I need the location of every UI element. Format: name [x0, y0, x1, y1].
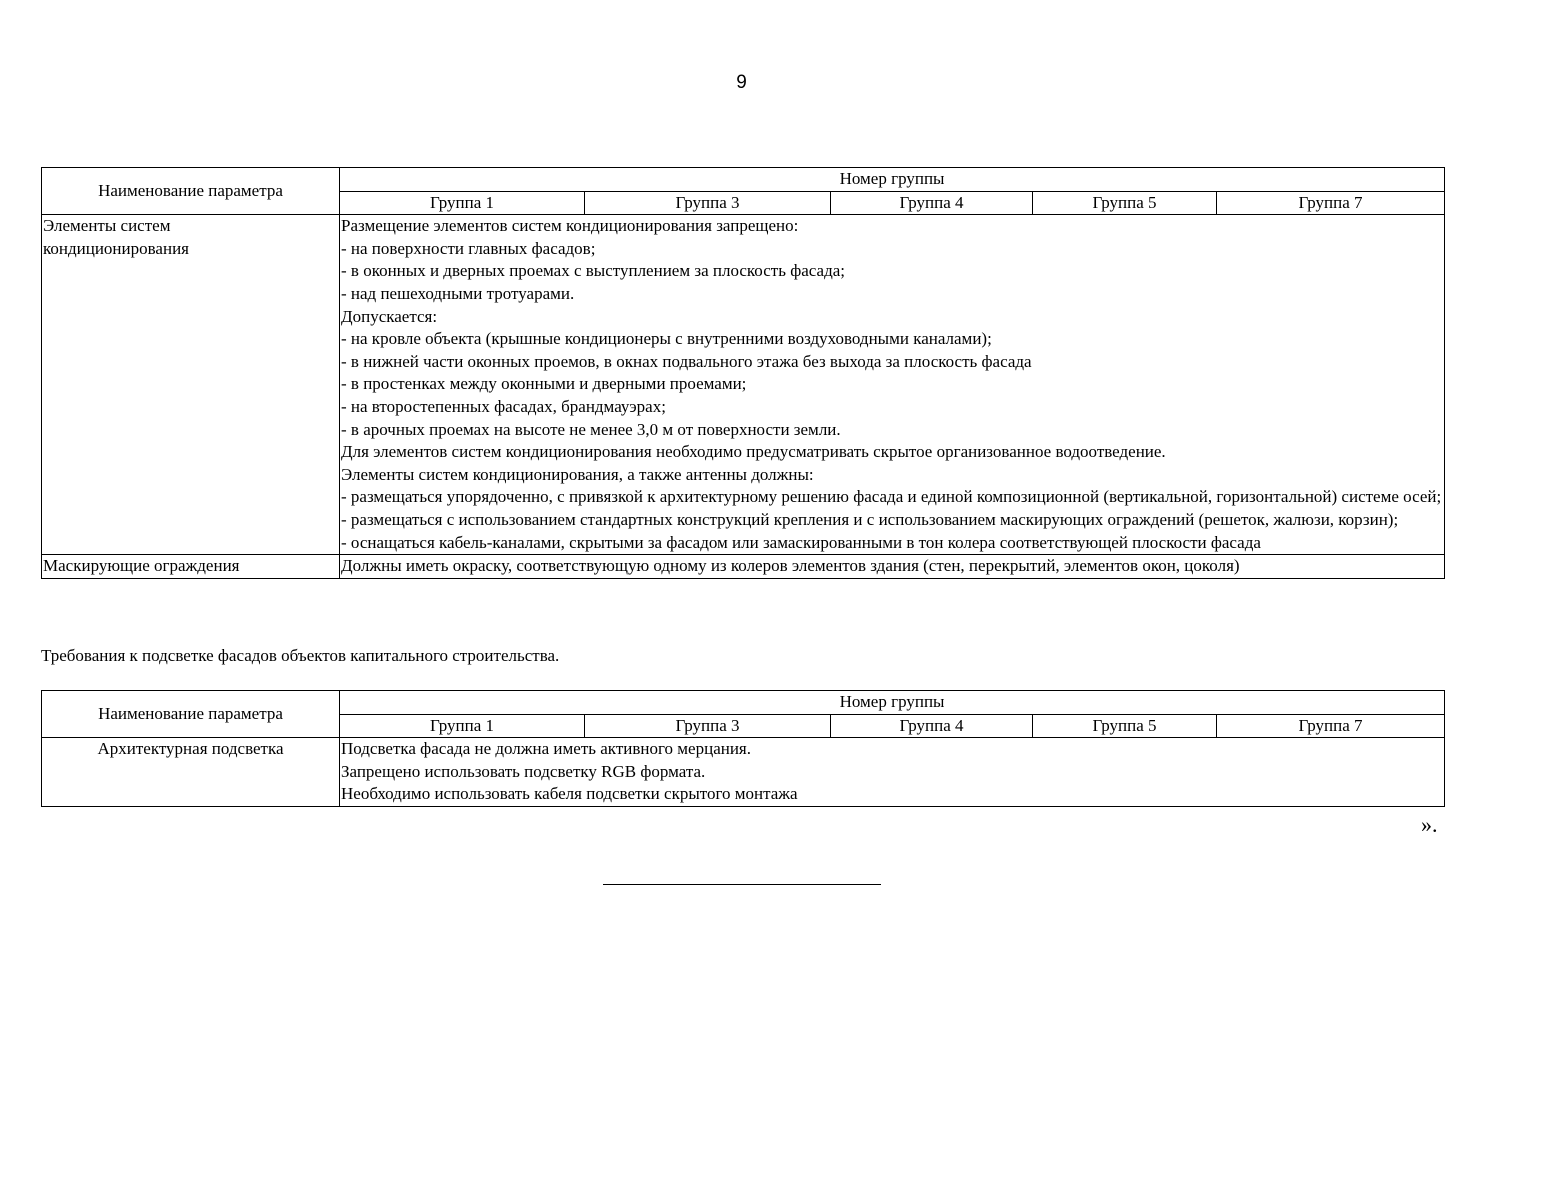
group-1-header: Группа 1	[340, 191, 585, 215]
table-row	[42, 738, 1445, 807]
page-number: 9	[736, 72, 747, 93]
content-line: - в простенках между оконными и дверными проемами;	[341, 374, 747, 394]
row-name-line: Элементы систем	[43, 216, 171, 236]
row-content-cell	[340, 738, 1445, 807]
content-line: Необходимо использовать кабеля подсветки скрытого монтажа	[341, 784, 798, 804]
row-content-cell	[340, 215, 1445, 555]
content-line: - на поверхности главных фасадов;	[341, 238, 596, 258]
facade-lighting-table	[41, 690, 1445, 807]
group-7-header: Группа 7	[1217, 714, 1445, 738]
group-4-header: Группа 4	[831, 714, 1033, 738]
content-line: - размещаться упорядоченно, с привязкой к архитектурному решению фасада и единой композиционной (вертикальной, горизонтальной) системе осей;	[341, 487, 1442, 507]
content-line: - в оконных и дверных проемах с выступлением за плоскость фасада;	[341, 261, 845, 281]
content-line: - над пешеходными тротуарами.	[341, 283, 575, 303]
table-row	[42, 555, 1445, 579]
facade-conditioning-table	[41, 167, 1445, 579]
group-7-header: Группа 7	[1217, 191, 1445, 215]
content-line: - оснащаться кабель-каналами, скрытыми за фасадом или замаскированными в тон колера соответствующей плоскости фасада	[341, 532, 1261, 552]
content-line: - на второстепенных фасадах, брандмауэрах;	[341, 396, 666, 416]
row-name-cell	[42, 215, 340, 555]
content-line: Элементы систем кондиционирования, а также антенны должны:	[341, 464, 814, 484]
group-3-header: Группа 3	[585, 191, 831, 215]
content-line: Для элементов систем кондиционирования необходимо предусматривать скрытое организованное водоотведение.	[341, 442, 1166, 462]
group-5-header: Группа 5	[1033, 714, 1217, 738]
content-line: - размещаться с использованием стандартных конструкций крепления и с использованием маскирующих ограждений (решеток, жалюзи, корзин);	[341, 509, 1399, 529]
table-row	[42, 215, 1445, 555]
row-name-line: Маскирующие ограждения	[43, 556, 240, 576]
group-4-header: Группа 4	[831, 191, 1033, 215]
content-line: Подсветка фасада не должна иметь активного мерцания.	[341, 739, 752, 759]
param-header: Наименование параметра	[42, 691, 340, 738]
content-line: - в арочных проемах на высоте не менее 3,0 м от поверхности земли.	[341, 419, 841, 439]
content-line: Размещение элементов систем кондиционирования запрещено:	[341, 216, 799, 236]
group-3-header: Группа 3	[585, 714, 831, 738]
param-header: Наименование параметра	[42, 168, 340, 215]
group-header: Номер группы	[340, 168, 1445, 192]
row-name-line: кондиционирования	[43, 238, 189, 258]
row-content-cell	[340, 555, 1445, 579]
row-name-cell	[42, 555, 340, 579]
closing-quote-mark: ».	[1421, 812, 1438, 837]
group-5-header: Группа 5	[1033, 191, 1217, 215]
section-caption: Требования к подсветке фасадов объектов капитального строительства.	[41, 646, 560, 665]
row-name-cell	[42, 738, 340, 807]
content-line: - на кровле объекта (крышные кондиционеры с внутренними воздуховодными каналами);	[341, 329, 992, 349]
group-header: Номер группы	[340, 691, 1445, 715]
footer-divider	[603, 884, 881, 885]
group-1-header: Группа 1	[340, 714, 585, 738]
content-line: Допускается:	[341, 306, 438, 326]
row-name-line: Архитектурная подсветка	[97, 739, 284, 759]
content-line: Запрещено использовать подсветку RGB формата.	[341, 761, 706, 781]
content-line: Должны иметь окраску, соответствующую одному из колеров элементов здания (стен, перекрытий, элементов окон, цоколя)	[341, 556, 1240, 576]
content-line: - в нижней части оконных проемов, в окнах подвального этажа без выхода за плоскость фасада	[341, 351, 1032, 371]
